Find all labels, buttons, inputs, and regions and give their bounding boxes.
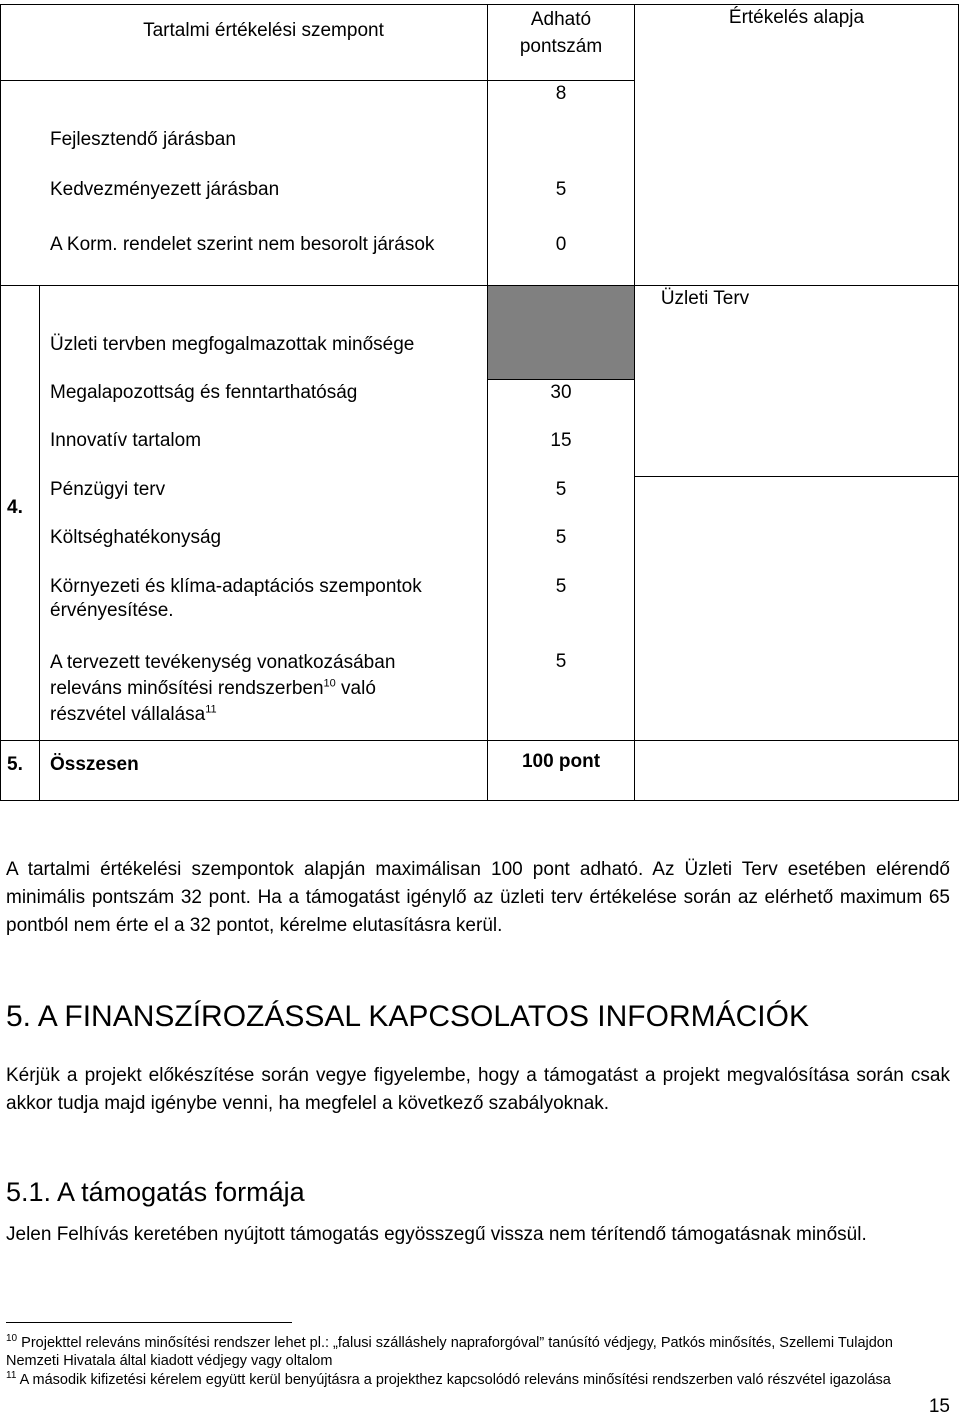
table-border-top: [0, 4, 959, 5]
row-label: Kedvezményezett járásban: [50, 179, 280, 200]
row-label: A tervezett tevékenység vonatkozásában releváns minősítési rendszerben$^{10}$ való részvétel vállalása$^{11}$: [50, 652, 396, 725]
table-row-divider: [634, 476, 959, 477]
total-points: 100 pont: [521, 751, 601, 772]
footnote-ref[interactable]: 11: [205, 703, 217, 716]
total-number: 5.: [7, 754, 23, 775]
footnote-number: 11: [6, 1370, 17, 1382]
table-border-right: [958, 4, 959, 801]
row-label: Innovatív tartalom: [50, 430, 202, 451]
section-5-1-heading: 5.1. A támogatás formája: [6, 1177, 305, 1207]
table-row-divider: [0, 740, 959, 741]
row-label: Költséghatékonyság: [50, 527, 222, 548]
points-value: 5: [555, 576, 567, 597]
basis-value: Üzleti Terv: [660, 288, 750, 309]
header-criterion: Tartalmi értékelési szempont: [143, 20, 384, 41]
row-label: A Korm. rendelet szerint nem besorolt járások: [50, 234, 435, 255]
page-number: 15: [928, 1396, 950, 1417]
points-value: 15: [550, 430, 572, 451]
row-label: Megalapozottság és fenntarthatóság: [50, 382, 358, 403]
section-title: Üzleti tervben megfogalmazottak minősége: [50, 334, 415, 355]
footnote-number: 10: [6, 1333, 18, 1345]
table-col-divider-2: [634, 4, 635, 801]
table-row-divider: [487, 379, 635, 380]
points-value: 5: [555, 479, 567, 500]
table-row-divider: [0, 80, 635, 81]
shaded-cell: [488, 286, 634, 379]
footnote-separator: [6, 1322, 292, 1323]
row-label: Környezeti és klíma-adaptációs szempontok érvényesítése.: [50, 576, 422, 621]
row-label: Pénzügyi terv: [50, 479, 166, 500]
scoring-note: A tartalmi értékelési szempontok alapján maximálisan 100 pont adható. Az Üzleti Terv esetében elérendő minimális pontszám 32 pont. Ha a támogatást igénylő az üzleti terv értékelése során az elérhető maximum 65 pontból nem érte el a 32 pontot, kérelme elutasításra kerül.: [6, 859, 950, 936]
points-value: 5: [555, 651, 567, 672]
footnote-ref[interactable]: 10: [323, 677, 336, 690]
section-5-1-paragraph: Jelen Felhívás keretében nyújtott támogatás egyösszegű vissza nem térítendő támogatásnak minősül.: [6, 1224, 867, 1245]
points-value: 5: [555, 527, 567, 548]
header-points: Adható pontszám: [519, 9, 603, 57]
section-number: 4.: [7, 497, 23, 518]
footnote: $^{10}$ Projekttel releváns minősítési rendszer lehet pl.: „falusi szálláshely napraforgóval” tanúsító védjegy, Patkós minősítés, Szellemi Tulajdon Nemzeti Hivatala által kiadott védjegy vagy oltalom: [6, 1333, 893, 1369]
section-5-paragraph: Kérjük a projekt előkészítése során vegye figyelembe, hogy a támogatást a projekt megvalósítása során csak akkor tudja majd igénybe venni, ha megfelel a következő szabályoknak.: [6, 1065, 950, 1114]
table-border-bottom: [0, 800, 959, 801]
points-value: 30: [550, 382, 572, 403]
row-label: Fejlesztendő járásban: [50, 129, 236, 150]
points-value: 8: [555, 83, 567, 104]
total-label: Összesen: [50, 754, 139, 775]
table-row-divider: [0, 285, 959, 286]
table-col-num-divider: [39, 285, 40, 801]
points-value: 5: [555, 179, 567, 200]
footnote: $^{11}$ A második kifizetési kérelem együtt kerül benyújtásra a projekthez kapcsolódó releváns minősítési rendszerben való részvétel igazolása: [6, 1370, 891, 1388]
section-5-heading: 5. A FINANSZÍROZÁSSAL KAPCSOLATOS INFORMÁCIÓK: [6, 1000, 809, 1033]
points-value: 0: [555, 234, 567, 255]
header-basis: Értékelés alapja: [728, 7, 865, 28]
table-border-left: [0, 4, 1, 801]
